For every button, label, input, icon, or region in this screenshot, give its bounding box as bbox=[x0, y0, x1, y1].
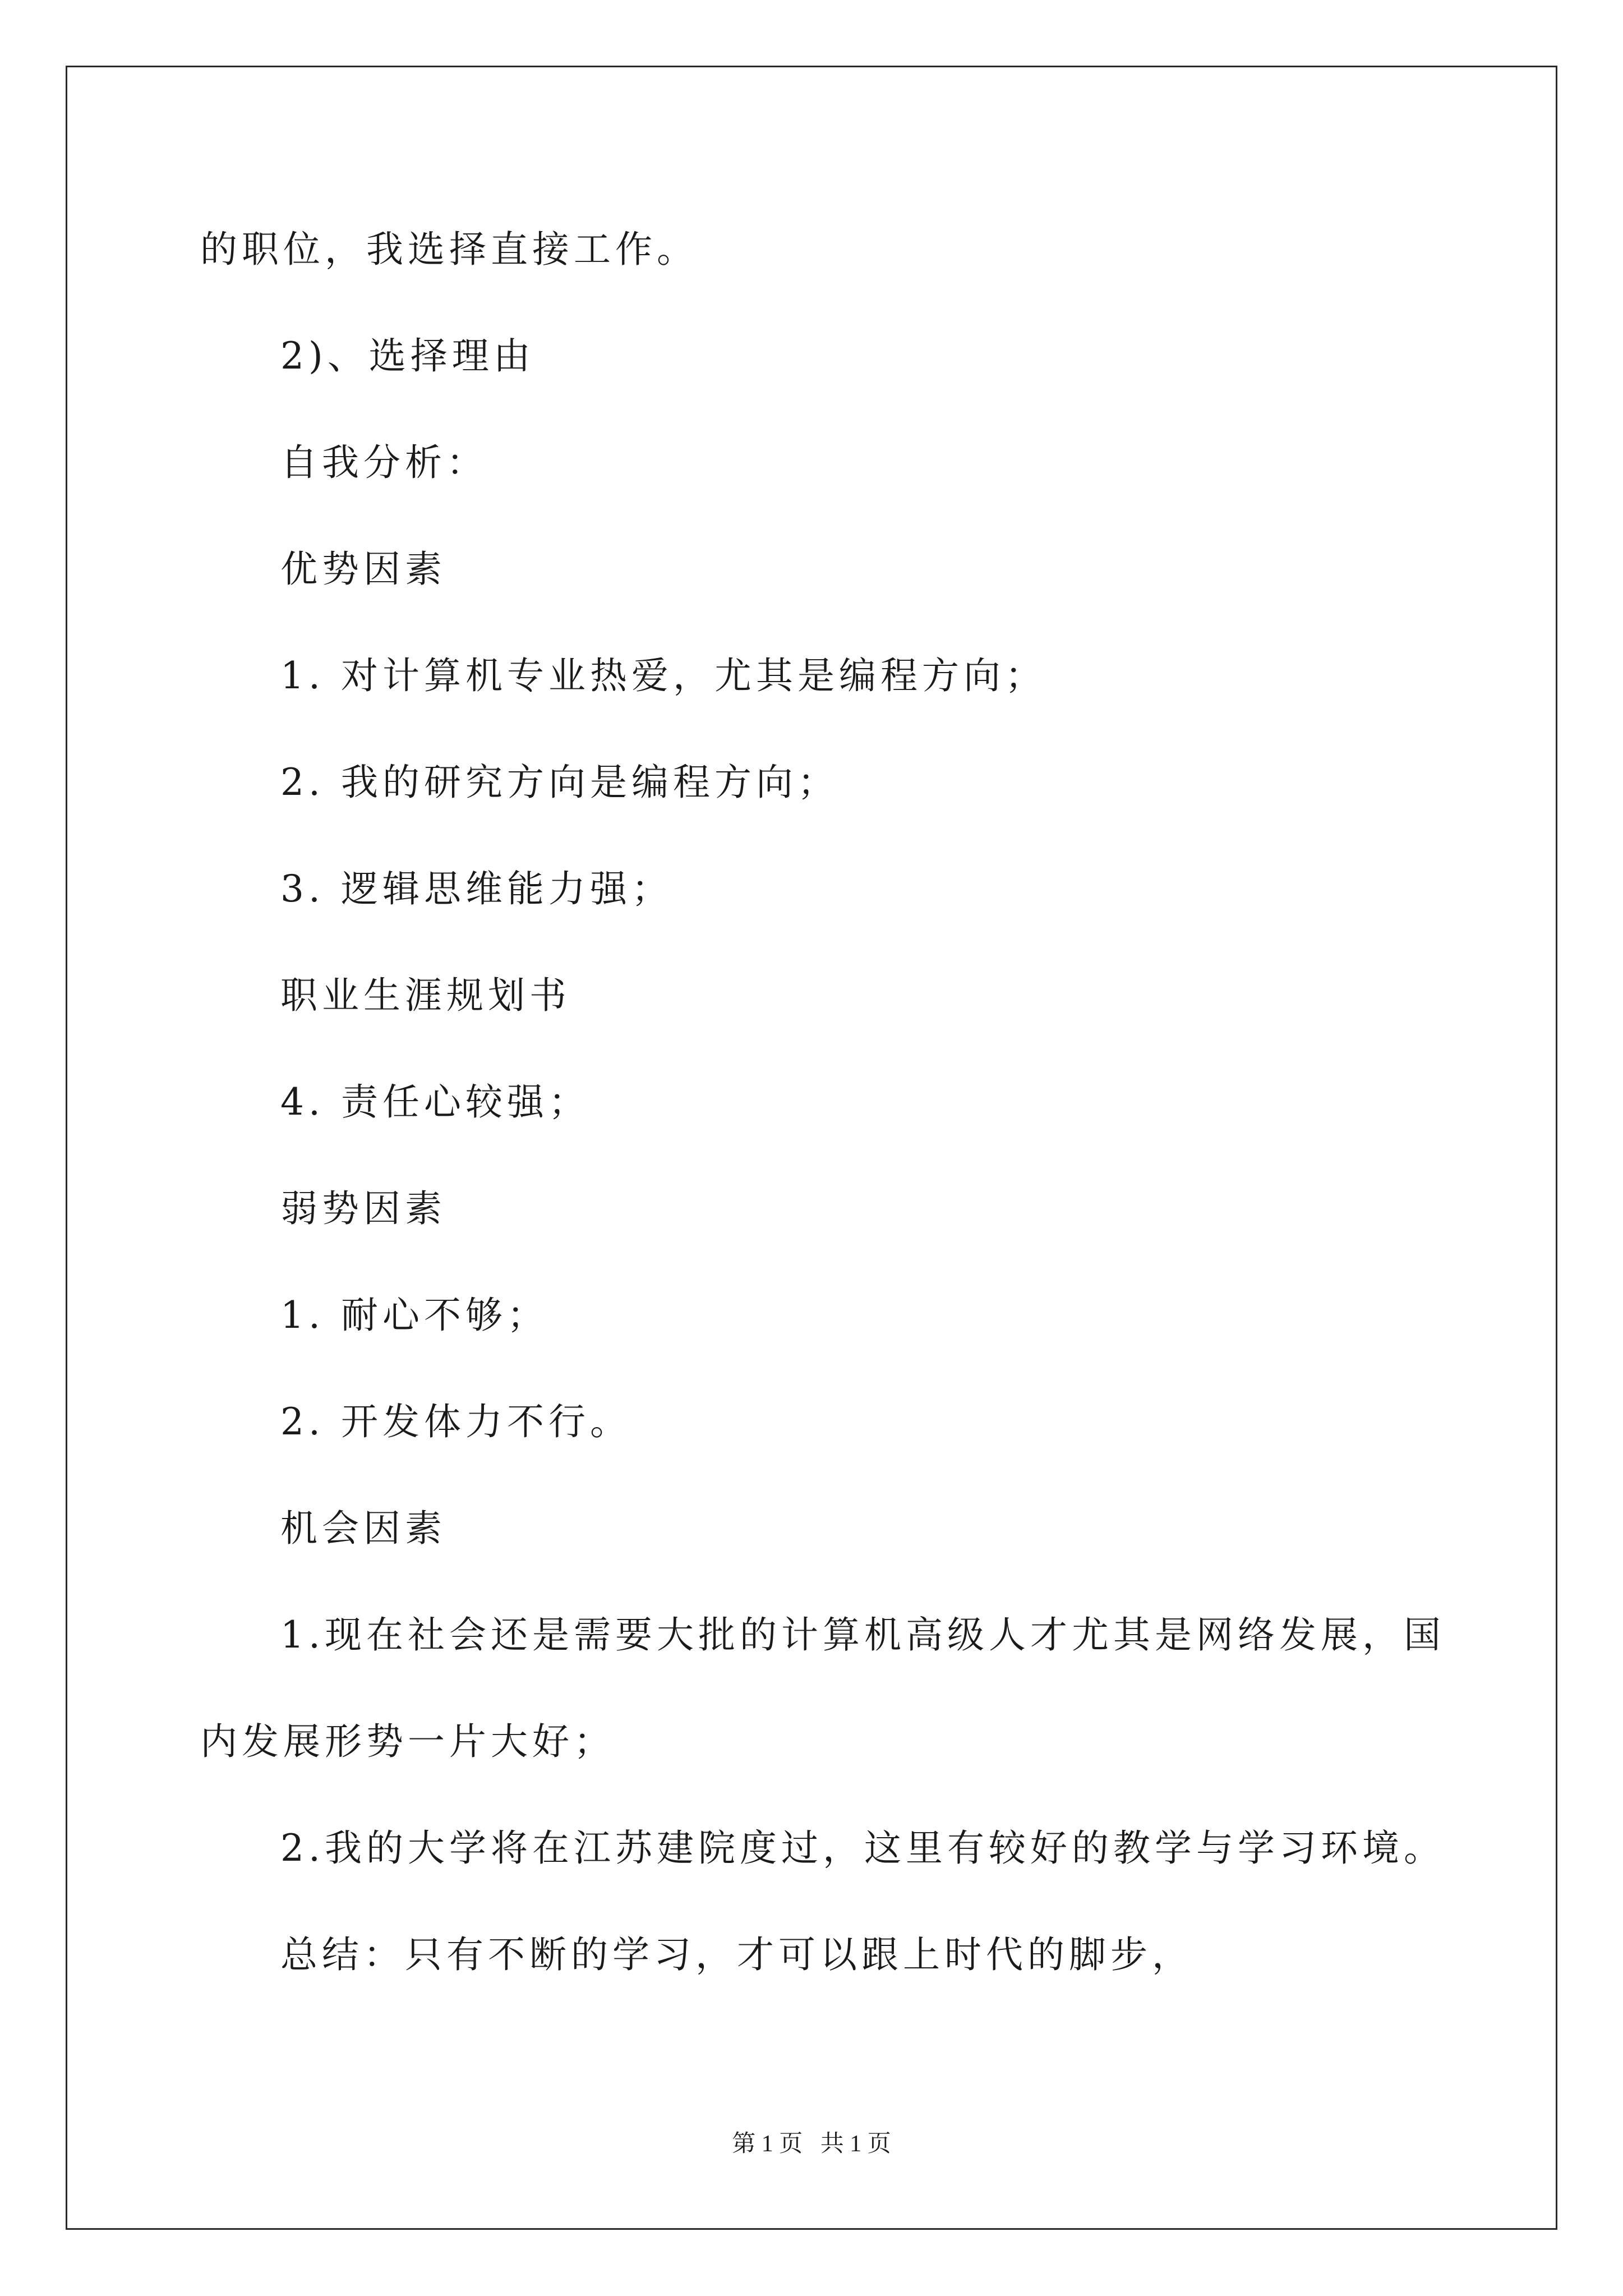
text-line: 的职位，我选择直接工作。 bbox=[200, 228, 698, 271]
section-heading: 机会因素 bbox=[280, 1507, 446, 1550]
summary-line: 总结：只有不断的学习，才可以跟上时代的脚步， bbox=[280, 1933, 1193, 1976]
list-item: 1. 耐心不够； bbox=[280, 1294, 548, 1337]
section-heading: 弱势因素 bbox=[280, 1187, 446, 1230]
page-number: 第 1 页 共 1 页 bbox=[732, 2131, 891, 2157]
list-item: 2.我的大学将在江苏建院度过，这里有较好的教学与学习环境。 bbox=[280, 1826, 1445, 1870]
page-border bbox=[66, 66, 1557, 2230]
list-item: 4. 责任心较强； bbox=[280, 1080, 590, 1124]
list-item: 1. 对计算机专业热爱，尤其是编程方向； bbox=[280, 654, 1046, 697]
list-item: 2. 开发体力不行。 bbox=[280, 1400, 631, 1443]
list-item: 2. 我的研究方向是编程方向； bbox=[280, 761, 839, 804]
text-line: 内发展形势一片大好； bbox=[200, 1720, 615, 1763]
section-heading: 职业生涯规划书 bbox=[280, 974, 571, 1017]
section-heading: 2)、选择理由 bbox=[280, 334, 535, 378]
list-item: 3. 逻辑思维能力强； bbox=[280, 867, 673, 910]
section-heading: 优势因素 bbox=[280, 547, 446, 591]
section-heading: 自我分析： bbox=[280, 441, 488, 484]
list-item: 1.现在社会还是需要大批的计算机高级人才尤其是网络发展，国 bbox=[280, 1613, 1445, 1657]
